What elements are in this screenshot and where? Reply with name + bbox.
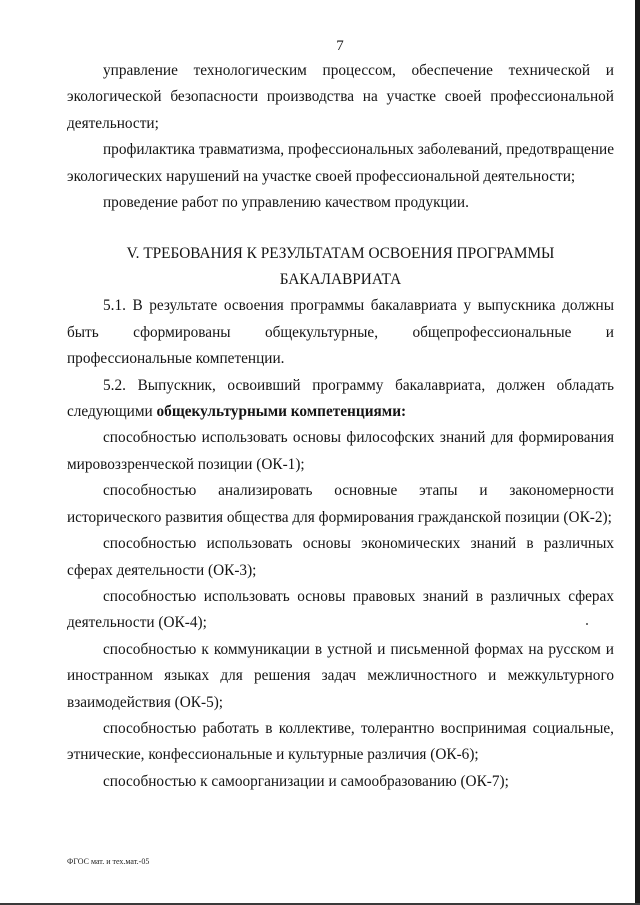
paragraph-5-2-bold: общекультурными компетенциями:: [156, 403, 407, 421]
page-number: 7: [336, 38, 344, 54]
paragraph-5-2: [67, 373, 614, 426]
scan-speck: [586, 623, 588, 625]
paragraph-quality-management: проведение работ по управлению качеством продукции.: [103, 194, 469, 212]
competency-ok-7: способностью к самоорганизации и самообразованию (ОК-7);: [103, 772, 509, 790]
page-edge-right: [635, 0, 640, 905]
document-body: [67, 58, 614, 795]
footer-note: ФГОС мат. и тех.мат.-05: [67, 857, 150, 866]
section-heading-line-1: V. ТРЕБОВАНИЯ К РЕЗУЛЬТАТАМ ОСВОЕНИЯ ПРОГРАММЫ: [126, 245, 555, 263]
competency-ok-3: способностью использовать основы экономических знаний в различных сферах деятельности (ОК-3);: [67, 535, 614, 579]
competency-ok-4: способностью использовать основы правовых знаний в различных сферах деятельности (ОК-4);: [67, 587, 614, 632]
paragraph-5-2-text: 5.2. Выпускник, освоивший программу бакалавриата, должен обладать следующими: [67, 376, 614, 421]
competency-ok-2: способностью анализировать основные этапы и закономерности исторического развития общества для формирования гражданской позиции (ОК-2);: [67, 482, 614, 526]
competency-ok-5: способностью к коммуникации в устной и письменной формах на русском и иностранном языках для решения задач межличностного и межкультурного взаимодействия (ОК-5);: [67, 640, 614, 711]
competency-ok-1: способностью использовать основы философских знаний для формирования мировоззренческой позиции (ОК-1);: [67, 429, 614, 473]
section-heading-line-2: БАКАЛАВРИАТА: [279, 271, 402, 289]
paragraph-injury-prevention: профилактика травматизма, профессиональных заболеваний, предотвращение экологических нарушений на участке своей профессиональной деятельности;: [67, 141, 614, 185]
paragraph-5-1: 5.1. В результате освоения программы бакалавриата у выпускника должны быть сформированы общекультурные, общепрофессиональные и профессиональные компетенции.: [67, 297, 614, 368]
section-heading: [67, 241, 614, 293]
paragraph-process-management: управление технологическим процессом, обеспечение технической и экологической безопасности производства на участке своей профессиональной деятельности;: [67, 62, 614, 132]
competency-ok-6: способностью работать в коллективе, толерантно воспринимая социальные, этнические, конфессиональные и культурные различия (ОК-6);: [67, 719, 614, 764]
